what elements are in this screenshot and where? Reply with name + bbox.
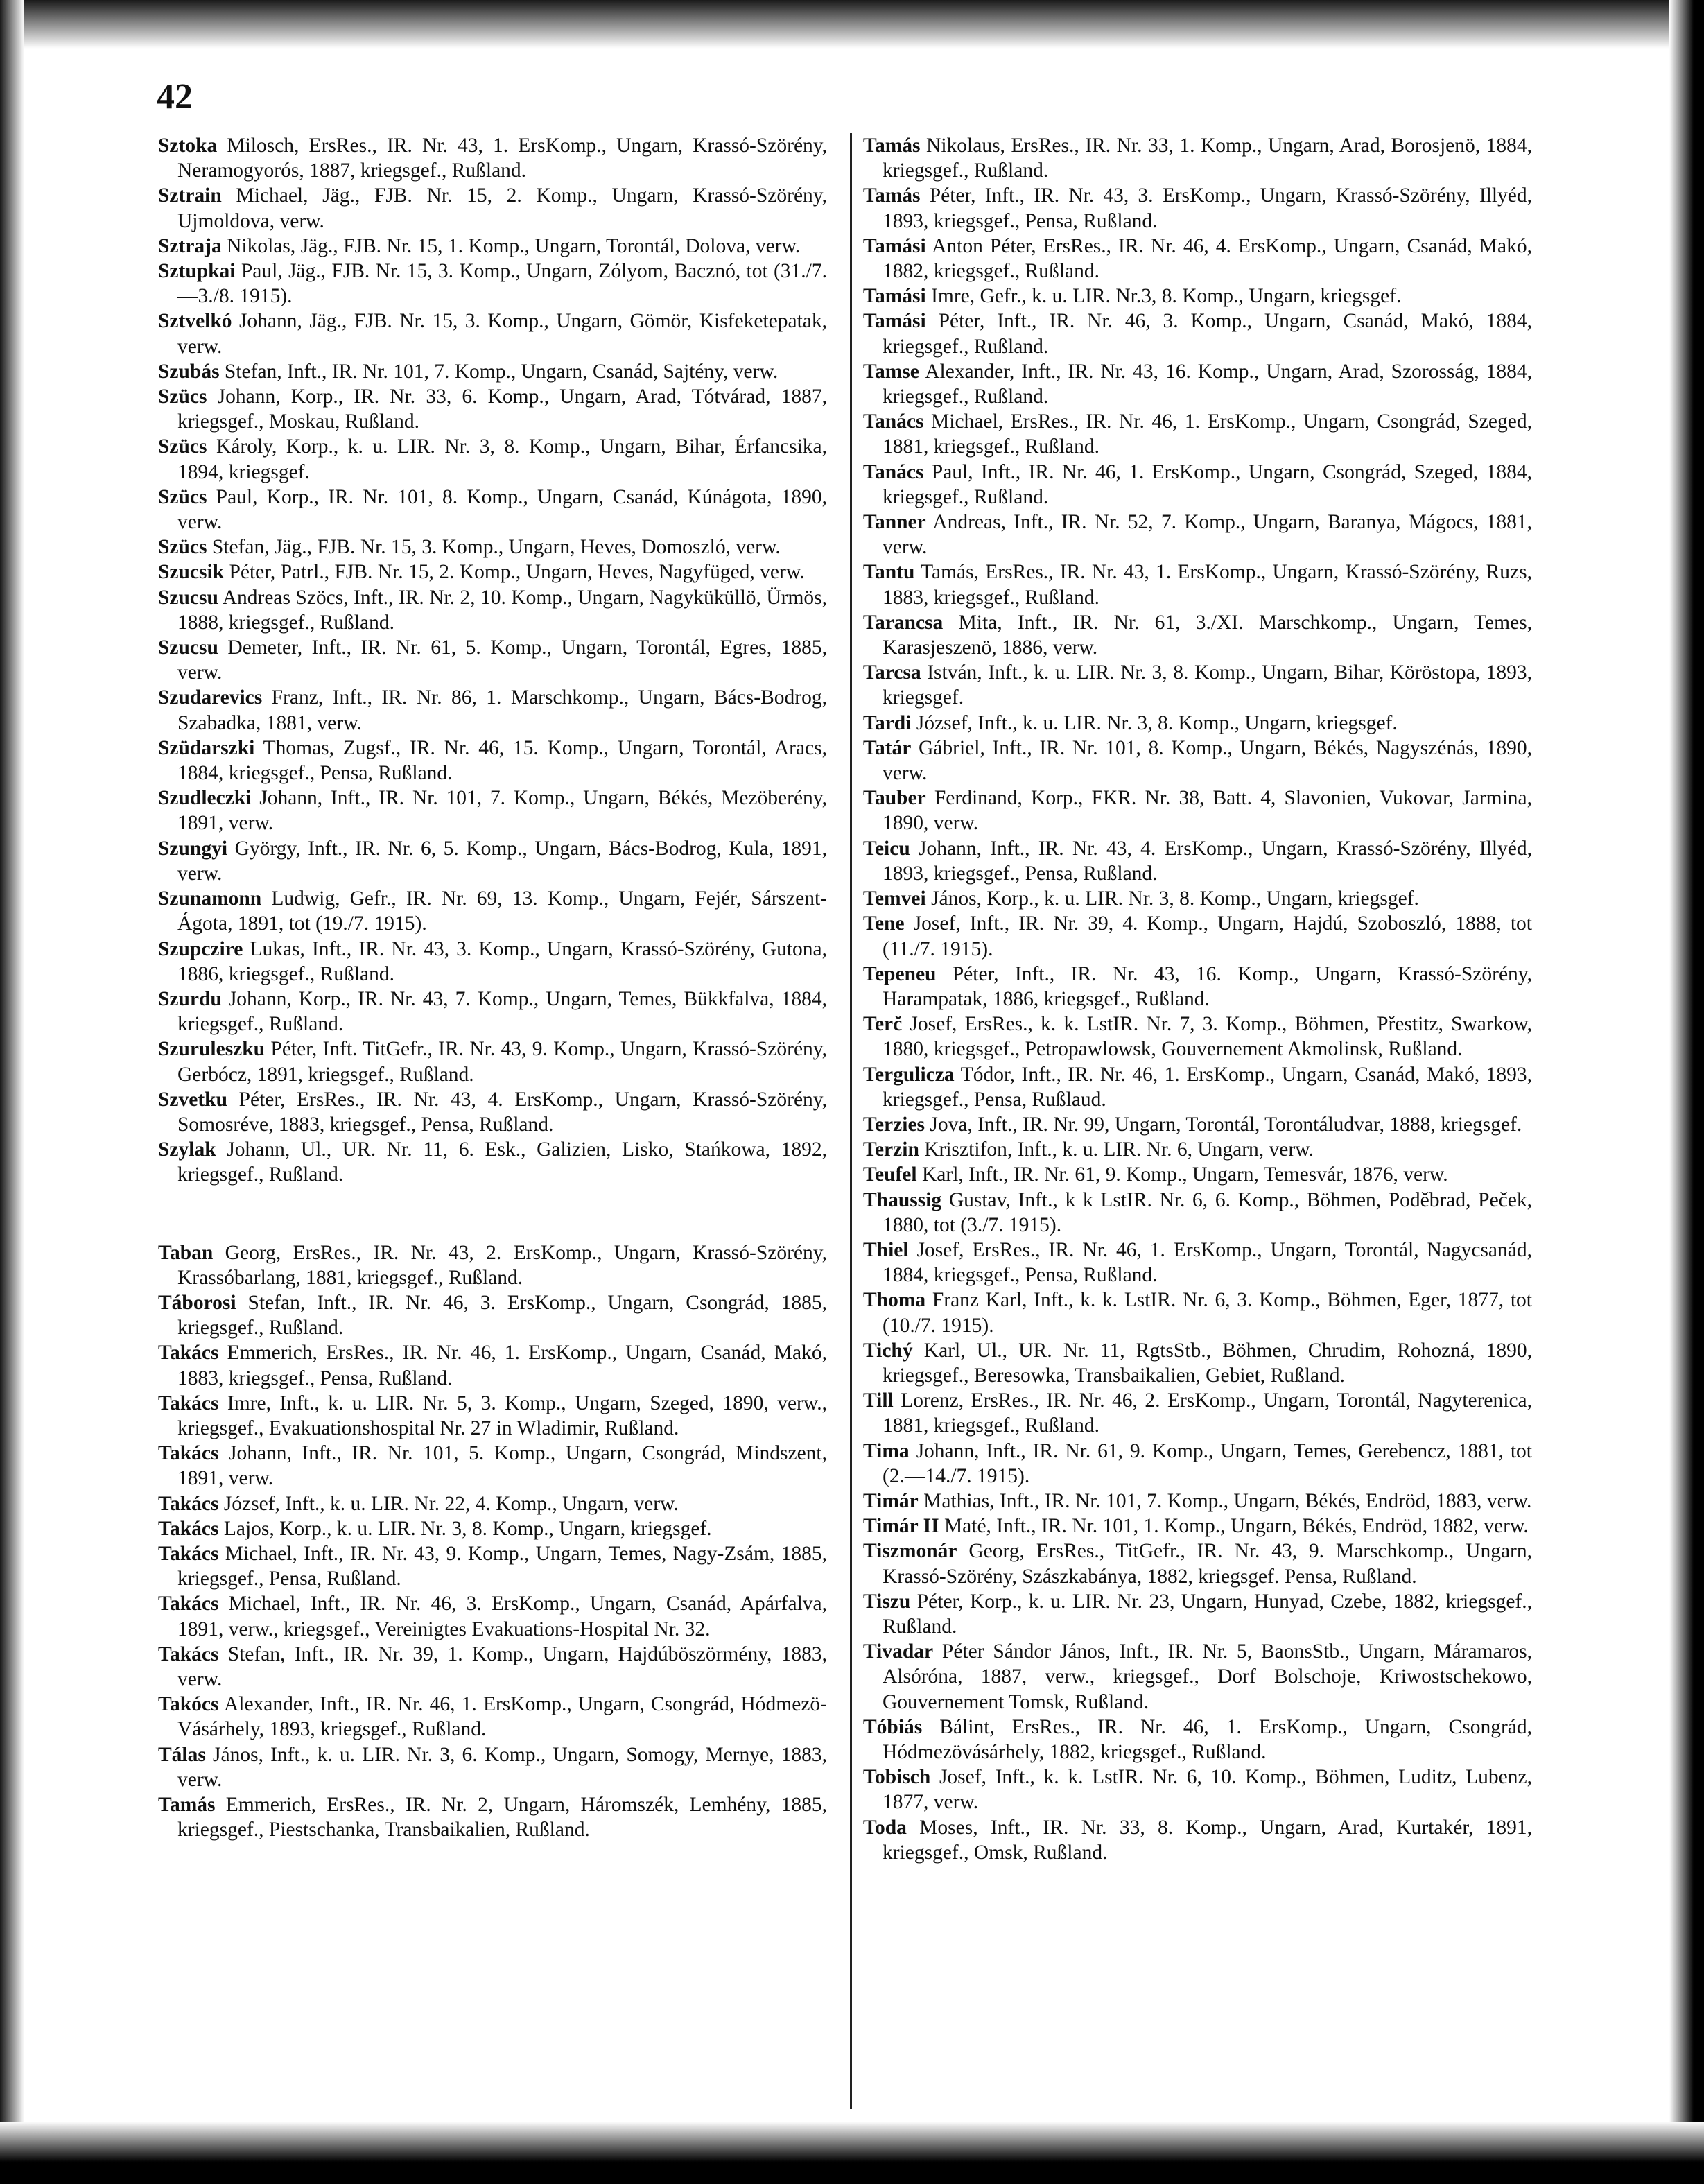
entry-surname: Szucsik [158, 561, 225, 584]
list-entry [158, 1642, 827, 1692]
entry-surname: Szungyi [158, 837, 228, 860]
list-entry [863, 1137, 1532, 1162]
list-entry [863, 1288, 1532, 1337]
entry-surname: Tamse [863, 360, 919, 383]
entry-details: Gábriel, Inft., IR. Nr. 101, 8. Komp., Ungarn, Békés, Nagyszénás, 1890, verw. [883, 736, 1532, 785]
list-entry [863, 1062, 1532, 1112]
entry-details: Alexander, Inft., IR. Nr. 46, 1. ErsKomp., Ungarn, Csongrád, Hódmezö-Vásárhely, 1893, kriegsgef., Rußland. [177, 1693, 827, 1741]
entry-details: János, Inft., k. u. LIR. Nr. 3, 6. Komp., Ungarn, Somogy, Mernye, 1883, verw. [177, 1743, 827, 1791]
entry-surname: Tauber [863, 787, 926, 810]
entry-details: Gustav, Inft., k k LstIR. Nr. 6, 6. Komp., Böhmen, Poděbrad, Peček, 1880, tot (3./7. 1915). [883, 1188, 1532, 1236]
entry-details: Michael, ErsRes., IR. Nr. 46, 1. ErsKomp., Ungarn, Csongrád, Szeged, 1881, kriegsgef., Rußland. [883, 410, 1532, 458]
entry-details: Karl, Ul., UR. Nr. 11, RgtsStb., Böhmen, Chrudim, Rohozná, 1890, kriegsgef., Beresowka, Transbaikalien, Gebiet, Rußland. [883, 1339, 1533, 1387]
entry-surname: Szupczire [158, 937, 243, 960]
list-entry [863, 234, 1532, 284]
list-entry [158, 635, 827, 685]
entry-surname: Szücs [158, 485, 207, 508]
left-column [158, 133, 827, 1842]
entry-details: Johann, Korp., IR. Nr. 33, 6. Komp., Ungarn, Arad, Tótvárad, 1887, kriegsgef., Moskau, Rußland. [177, 385, 827, 433]
list-entry [158, 886, 827, 936]
list-entry [158, 1137, 827, 1187]
list-entry [863, 1238, 1532, 1288]
entry-surname: Timár II [863, 1515, 939, 1538]
list-entry [863, 1539, 1532, 1588]
list-entry [863, 1188, 1532, 1238]
entry-surname: Szucsu [158, 586, 218, 609]
entry-details: Johann, Jäg., FJB. Nr. 15, 3. Komp., Ungarn, Gömör, Kisfeketepatak, verw. [177, 310, 827, 358]
list-entry [158, 183, 827, 233]
entry-surname: Tiszmonár [863, 1540, 957, 1563]
entry-details: Karl, Inft., IR. Nr. 61, 9. Komp., Ungarn, Temesvár, 1876, verw. [921, 1163, 1448, 1186]
list-entry [158, 535, 827, 560]
entry-details: Josef, Inft., k. k. LstIR. Nr. 6, 10. Komp., Böhmen, Luditz, Lubenz, 1877, verw. [883, 1766, 1532, 1814]
entry-details: Moses, Inft., IR. Nr. 33, 8. Komp., Ungarn, Arad, Kurtakér, 1891, kriegsgef., Omsk, Rußland. [883, 1816, 1532, 1864]
entry-surname: Takács [158, 1517, 219, 1540]
entry-surname: Sztupkai [158, 260, 236, 283]
list-entry [863, 133, 1532, 183]
entry-details: Paul, Inft., IR. Nr. 46, 1. ErsKomp., Ungarn, Csongrád, Szeged, 1884, kriegsgef., Rußland. [883, 460, 1532, 508]
entry-surname: Takócs [158, 1693, 219, 1716]
list-entry [863, 1815, 1532, 1865]
entry-details: Károly, Korp., k. u. LIR. Nr. 3, 8. Komp., Ungarn, Bihar, Érfancsika, 1894, kriegsgef. [177, 435, 828, 483]
entry-surname: Tanács [863, 460, 924, 483]
list-entry [863, 1715, 1532, 1765]
entry-surname: Tiszu [863, 1590, 911, 1613]
entry-surname: Terzies [863, 1113, 925, 1136]
entry-details: Johann, Inft., IR. Nr. 43, 4. ErsKomp., Ungarn, Krassó-Szörény, Illyéd, 1893, kriegsgef., Pensa, Rußland. [883, 837, 1533, 885]
entry-details: Imre, Gefr., k. u. LIR. Nr.3, 8. Komp., Ungarn, kriegsgef. [931, 285, 1402, 308]
entry-details: Paul, Korp., IR. Nr. 101, 8. Komp., Ungarn, Csanád, Kúnágota, 1890, verw. [177, 485, 828, 534]
entry-surname: Thaussig [863, 1188, 942, 1211]
entry-details: Johann, Korp., IR. Nr. 43, 7. Komp., Ungarn, Temes, Bükkfalva, 1884, kriegsgef., Rußland. [177, 987, 827, 1036]
entry-details: Stefan, Jäg., FJB. Nr. 15, 3. Komp., Ungarn, Heves, Domoszló, verw. [211, 536, 781, 559]
list-entry [863, 1112, 1532, 1137]
entry-details: Josef, ErsRes., k. k. LstIR. Nr. 7, 3. Komp., Böhmen, Přestitz, Swarkow, 1880, kriegsgef., Petropawlowsk, Gouvernement Akmolinsk, Rußland. [883, 1013, 1532, 1061]
entry-details: István, Inft., k. u. LIR. Nr. 3, 8. Komp., Ungarn, Bihar, Köröstopa, 1893, kriegsgef. [883, 661, 1533, 709]
entry-surname: Tanner [863, 511, 926, 534]
entry-details: Lukas, Inft., IR. Nr. 43, 3. Komp., Ungarn, Krassó-Szörény, Gutona, 1886, kriegsgef., Rußland. [177, 937, 827, 985]
entry-surname: Takács [158, 1542, 219, 1565]
list-entry [863, 610, 1532, 660]
list-entry [863, 1639, 1532, 1715]
list-entry [863, 836, 1532, 886]
entry-surname: Tima [863, 1439, 910, 1462]
entry-surname: Szücs [158, 435, 207, 458]
list-entry [863, 1338, 1532, 1388]
entry-surname: Terč [863, 1013, 903, 1036]
entry-details: Johann, Inft., IR. Nr. 101, 7. Komp., Ungarn, Békés, Mezöberény, 1891, verw. [177, 787, 827, 835]
entry-surname: Thiel [863, 1238, 909, 1261]
list-entry [158, 560, 827, 584]
entry-details: Stefan, Inft., IR. Nr. 46, 3. ErsKomp., Ungarn, Csongrád, 1885, kriegsgef., Rußland. [177, 1291, 828, 1340]
entry-surname: Till [863, 1389, 894, 1412]
entry-details: Jova, Inft., IR. Nr. 99, Ungarn, Torontál, Torontáludvar, 1888, kriegsgef. [930, 1113, 1522, 1136]
entry-details: Mita, Inft., IR. Nr. 61, 3./XI. Marschkomp., Ungarn, Temes, Karasjeszenö, 1886, verw. [883, 611, 1533, 659]
entry-surname: Szubás [158, 360, 220, 383]
entry-details: Georg, ErsRes., TitGefr., IR. Nr. 43, 9. Marschkomp., Ungarn, Krassó-Szörény, Szászkabánya, 1882, kriegsgef. Pensa, Rußland. [883, 1540, 1532, 1588]
entry-details: Nikolaus, ErsRes., IR. Nr. 33, 1. Komp., Ungarn, Arad, Borosjenö, 1884, kriegsgef., Rußland. [883, 135, 1532, 182]
list-entry [158, 234, 827, 259]
list-entry [158, 1087, 827, 1137]
entry-details: Lajos, Korp., k. u. LIR. Nr. 3, 8. Komp., Ungarn, kriegsgef. [223, 1517, 712, 1540]
entry-surname: Sztoka [158, 135, 218, 157]
list-entry [863, 962, 1532, 1012]
section-gap [158, 1188, 827, 1240]
list-entry [863, 409, 1532, 459]
entry-surname: Tergulicza [863, 1063, 955, 1086]
list-entry [863, 183, 1532, 233]
entry-details: Mathias, Inft., IR. Nr. 101, 7. Komp., Ungarn, Békés, Endröd, 1883, verw. [923, 1489, 1532, 1512]
list-entry [863, 1765, 1532, 1814]
list-entry [863, 736, 1532, 786]
list-entry [863, 1388, 1532, 1438]
list-entry [863, 510, 1532, 560]
list-entry [863, 1162, 1532, 1187]
entry-surname: Teicu [863, 837, 910, 860]
entry-details: János, Korp., k. u. LIR. Nr. 3, 8. Komp., Ungarn, kriegsgef. [931, 887, 1419, 910]
entry-details: Tamás, ErsRes., IR. Nr. 43, 1. ErsKomp., Ungarn, Krassó-Szörény, Ruzs, 1883, kriegsgef., Rußland. [883, 561, 1533, 609]
list-entry [158, 1391, 827, 1441]
entry-surname: Tamási [863, 310, 926, 333]
list-entry [158, 1240, 827, 1290]
list-entry [863, 1514, 1532, 1539]
list-entry [158, 259, 827, 309]
entry-surname: Táborosi [158, 1291, 236, 1314]
right-column [863, 133, 1532, 1865]
list-entry [863, 711, 1532, 736]
entry-surname: Szurdu [158, 987, 222, 1010]
entry-surname: Szunamonn [158, 887, 262, 910]
entry-details: Péter, Korp., k. u. LIR. Nr. 23, Ungarn, Hunyad, Czebe, 1882, kriegsgef., Rußland. [883, 1590, 1532, 1638]
entry-details: Krisztifon, Inft., k. u. LIR. Nr. 6, Ungarn, verw. [924, 1138, 1314, 1161]
list-entry [158, 309, 827, 358]
list-entry [158, 937, 827, 987]
list-entry [863, 460, 1532, 510]
list-entry [863, 1439, 1532, 1489]
list-entry [158, 384, 827, 434]
entry-details: Johann, Inft., IR. Nr. 61, 9. Komp., Ungarn, Temes, Gerebencz, 1881, tot (2.—14./7. 1915). [883, 1439, 1533, 1487]
entry-surname: Tóbiás [863, 1715, 923, 1738]
scan-shadow-top [0, 0, 1704, 49]
list-entry [158, 1516, 827, 1541]
entry-surname: Terzin [863, 1138, 919, 1161]
scan-shadow-bottom [0, 2122, 1704, 2184]
list-entry [158, 1037, 827, 1086]
entry-surname: Szüdarszki [158, 736, 255, 759]
list-entry [158, 434, 827, 484]
entry-details: Péter, Inft., IR. Nr. 43, 3. ErsKomp., Ungarn, Krassó-Szörény, Illyéd, 1893, kriegsgef., Pensa, Rußland. [883, 184, 1533, 232]
entry-details: Stefan, Inft., IR. Nr. 101, 7. Komp., Ungarn, Csanád, Sajtény, verw. [224, 360, 779, 383]
list-entry [158, 1441, 827, 1491]
list-entry [158, 987, 827, 1037]
entry-details: Péter, Inft. TitGefr., IR. Nr. 43, 9. Komp., Ungarn, Krassó-Szörény, Gerbócz, 1891, kriegsgef., Rußland. [177, 1038, 828, 1086]
entry-surname: Sztvelkó [158, 310, 232, 333]
entry-surname: Timár [863, 1489, 919, 1512]
entry-details: Andreas Szöcs, Inft., IR. Nr. 2, 10. Komp., Ungarn, Nagyküküllö, Ürmös, 1888, kriegsgef., Rußland. [177, 586, 828, 634]
list-entry [158, 585, 827, 635]
entry-surname: Toda [863, 1816, 907, 1839]
entry-surname: Szücs [158, 385, 207, 408]
entry-surname: Tarcsa [863, 661, 921, 684]
entry-surname: Szudleczki [158, 787, 252, 810]
entry-surname: Takács [158, 1442, 219, 1465]
entry-surname: Temvei [863, 887, 926, 910]
entry-surname: Tamási [863, 234, 926, 257]
list-entry [158, 836, 827, 886]
entry-surname: Tobisch [863, 1766, 931, 1789]
entry-surname: Szylak [158, 1138, 216, 1161]
entry-surname: Thoma [863, 1289, 926, 1312]
entry-surname: Sztraja [158, 234, 222, 257]
list-entry [158, 485, 827, 535]
entry-surname: Tichý [863, 1339, 913, 1362]
entry-details: Imre, Inft., k. u. LIR. Nr. 5, 3. Komp., Ungarn, Szeged, 1890, verw., kriegsgef., Evakuationshospital Nr. 27 in Wladimir, Rußland. [177, 1392, 828, 1439]
entry-details: Nikolas, Jäg., FJB. Nr. 15, 1. Komp., Ungarn, Torontál, Dolova, verw. [227, 234, 801, 257]
entry-details: Anton Péter, ErsRes., IR. Nr. 46, 4. ErsKomp., Ungarn, Csanád, Makó, 1882, kriegsgef., Rußland. [883, 234, 1532, 283]
list-entry [158, 359, 827, 384]
entry-details: Paul, Jäg., FJB. Nr. 15, 3. Komp., Ungarn, Zólyom, Bacznó, tot (31./7.—3./8. 1915). [177, 260, 827, 308]
entry-surname: Tarancsa [863, 611, 944, 634]
list-entry [863, 309, 1532, 358]
list-entry [158, 1290, 827, 1340]
entry-details: Lorenz, ErsRes., IR. Nr. 46, 2. ErsKomp., Ungarn, Torontál, Nagyterenica, 1881, kriegsgef., Rußland. [883, 1389, 1533, 1437]
list-entry [863, 560, 1532, 609]
entry-surname: Tamási [863, 285, 926, 308]
list-entry [158, 1541, 827, 1591]
entry-surname: Takács [158, 1342, 219, 1364]
list-entry [158, 786, 827, 835]
entry-surname: Tálas [158, 1743, 206, 1766]
list-entry [158, 1491, 827, 1516]
entry-details: Michael, Inft., IR. Nr. 46, 3. ErsKomp., Ungarn, Csanád, Apárfalva, 1891, verw., kriegsgef., Vereinigtes Evakuations-Hospital Nr. 32. [177, 1593, 827, 1640]
list-entry [158, 736, 827, 786]
entry-details: Péter, Patrl., FJB. Nr. 15, 2. Komp., Ungarn, Heves, Nagyfüged, verw. [229, 561, 805, 584]
entry-details: Michael, Inft., IR. Nr. 43, 9. Komp., Ungarn, Temes, Nagy-Zsám, 1885, kriegsgef., Pensa, Rußland. [177, 1542, 828, 1591]
entry-details: Johann, Inft., IR. Nr. 101, 5. Komp., Ungarn, Csongrád, Mindszent, 1891, verw. [177, 1442, 827, 1490]
entry-details: Tódor, Inft., IR. Nr. 46, 1. ErsKomp., Ungarn, Csanád, Makó, 1893, kriegsgef., Pensa, Rußlaud. [883, 1063, 1532, 1111]
list-entry [158, 1692, 827, 1742]
entry-details: Péter Sándor János, Inft., IR. Nr. 5, BaonsStb., Ungarn, Máramaros, Alsóróna, 1887, verw., kriegsgef., Dorf Bolschoje, Kriwostschekowo, Gouvernement Tomsk, Rußland. [883, 1640, 1533, 1713]
list-entry [863, 886, 1532, 911]
scan-shadow-right [1669, 0, 1704, 2184]
entry-surname: Szuruleszku [158, 1038, 266, 1061]
entry-surname: Teufel [863, 1163, 917, 1186]
entry-surname: Sztrain [158, 184, 222, 207]
list-entry [158, 133, 827, 183]
entry-details: Josef, Inft., IR. Nr. 39, 4. Komp., Ungarn, Hajdú, Szoboszló, 1888, tot (11./7. 1915). [883, 912, 1533, 960]
entry-surname: Tepeneu [863, 962, 937, 985]
entry-details: Péter, Inft., IR. Nr. 46, 3. Komp., Ungarn, Csanád, Makó, 1884, kriegsgef., Rußland. [883, 310, 1532, 358]
entry-surname: Tanács [863, 410, 924, 433]
entry-surname: Tamás [863, 184, 921, 207]
entry-surname: Tardi [863, 711, 912, 734]
list-entry [158, 1742, 827, 1792]
column-divider [850, 133, 852, 2109]
entry-surname: Tantu [863, 561, 915, 584]
entry-surname: Taban [158, 1241, 214, 1264]
entry-surname: Takács [158, 1492, 219, 1515]
entry-surname: Takács [158, 1643, 219, 1665]
list-entry [158, 1340, 827, 1390]
entry-surname: Szücs [158, 536, 207, 559]
entry-details: Franz Karl, Inft., k. k. LstIR. Nr. 6, 3. Komp., Böhmen, Eger, 1877, tot (10./7. 1915). [883, 1289, 1532, 1337]
entry-details: Emmerich, ErsRes., IR. Nr. 2, Ungarn, Háromszék, Lemhény, 1885, kriegsgef., Piestschanka, Transbaikalien, Rußland. [177, 1794, 827, 1841]
entry-surname: Szucsu [158, 636, 218, 659]
entry-surname: Tivadar [863, 1640, 934, 1663]
list-entry [863, 359, 1532, 409]
list-entry [158, 1591, 827, 1641]
list-entry [158, 685, 827, 735]
entry-surname: Tene [863, 912, 905, 935]
entry-details: Demeter, Inft., IR. Nr. 61, 5. Komp., Ungarn, Torontál, Egres, 1885, verw. [177, 636, 827, 684]
entry-details: Alexander, Inft., IR. Nr. 43, 16. Komp., Ungarn, Arad, Szorosság, 1884, kriegsgef., Rußland. [883, 360, 1532, 408]
entry-surname: Tamás [158, 1794, 216, 1816]
entry-details: Johann, Ul., UR. Nr. 11, 6. Esk., Galizien, Lisko, Stańkowa, 1892, kriegsgef., Rußland. [177, 1138, 828, 1186]
entry-details: Andreas, Inft., IR. Nr. 52, 7. Komp., Ungarn, Baranya, Mágocs, 1881, verw. [883, 511, 1532, 559]
entry-details: Franz, Inft., IR. Nr. 86, 1. Marschkomp., Ungarn, Bács-Bodrog, Szabadka, 1881, verw. [177, 686, 827, 734]
entry-details: József, Inft., k. u. LIR. Nr. 22, 4. Komp., Ungarn, verw. [223, 1492, 679, 1515]
entry-details: József, Inft., k. u. LIR. Nr. 3, 8. Komp., Ungarn, kriegsgef. [916, 711, 1398, 734]
entry-surname: Takács [158, 1593, 219, 1615]
list-entry [863, 1012, 1532, 1061]
entry-details: Georg, ErsRes., IR. Nr. 43, 2. ErsKomp., Ungarn, Krassó-Szörény, Krassóbarlang, 1881, kriegsgef., Rußland. [177, 1241, 827, 1289]
entry-details: Emmerich, ErsRes., IR. Nr. 46, 1. ErsKomp., Ungarn, Csanád, Makó, 1883, kriegsgef., Pensa, Rußland. [177, 1342, 828, 1389]
scan-shadow-left [0, 0, 24, 2184]
entry-details: Thomas, Zugsf., IR. Nr. 46, 15. Komp., Ungarn, Torontál, Aracs, 1884, kriegsgef., Pensa, Rußland. [177, 736, 827, 785]
entry-details: Milosch, ErsRes., IR. Nr. 43, 1. ErsKomp., Ungarn, Krassó-Szörény, Neramogyorós, 1887, kriegsgef., Rußland. [177, 135, 828, 182]
entry-surname: Tatár [863, 736, 912, 759]
entry-details: György, Inft., IR. Nr. 6, 5. Komp., Ungarn, Bács-Bodrog, Kula, 1891, verw. [177, 837, 827, 885]
entry-details: Maté, Inft., IR. Nr. 101, 1. Komp., Ungarn, Békés, Endröd, 1882, verw. [944, 1515, 1529, 1538]
list-entry [863, 284, 1532, 309]
entry-surname: Tamás [863, 135, 921, 157]
list-entry [863, 1489, 1532, 1514]
list-entry [863, 1589, 1532, 1639]
entry-details: Péter, Inft., IR. Nr. 43, 16. Komp., Ungarn, Krassó-Szörény, Harampatak, 1886, kriegsgef., Rußland. [883, 962, 1532, 1010]
entry-details: Ferdinand, Korp., FKR. Nr. 38, Batt. 4, Slavonien, Vukovar, Jarmina, 1890, verw. [883, 787, 1532, 835]
page-number: 42 [157, 77, 193, 116]
list-entry [863, 660, 1532, 710]
entry-surname: Szudarevics [158, 686, 263, 709]
entry-details: Bálint, ErsRes., IR. Nr. 46, 1. ErsKomp., Ungarn, Csongrád, Hódmezövásárhely, 1882, kriegsgef., Rußland. [883, 1715, 1532, 1763]
list-entry [863, 786, 1532, 835]
list-entry [158, 1792, 827, 1842]
entry-surname: Szvetku [158, 1088, 227, 1111]
entry-details: Péter, ErsRes., IR. Nr. 43, 4. ErsKomp., Ungarn, Krassó-Szörény, Somosréve, 1883, kriegsgef., Pensa, Rußland. [177, 1088, 828, 1136]
list-entry [863, 911, 1532, 961]
entry-details: Stefan, Inft., IR. Nr. 39, 1. Komp., Ungarn, Hajdúböszörmény, 1883, verw. [177, 1643, 828, 1690]
entry-details: Michael, Jäg., FJB. Nr. 15, 2. Komp., Ungarn, Krassó-Szörény, Ujmoldova, verw. [177, 184, 828, 232]
entry-details: Ludwig, Gefr., IR. Nr. 69, 13. Komp., Ungarn, Fejér, Sárszent-Ágota, 1891, tot (19./7. 1915). [177, 887, 827, 935]
entry-details: Josef, ErsRes., IR. Nr. 46, 1. ErsKomp., Ungarn, Torontál, Nagycsanád, 1884, kriegsgef., Pensa, Rußland. [883, 1238, 1532, 1287]
entry-surname: Takács [158, 1392, 219, 1414]
